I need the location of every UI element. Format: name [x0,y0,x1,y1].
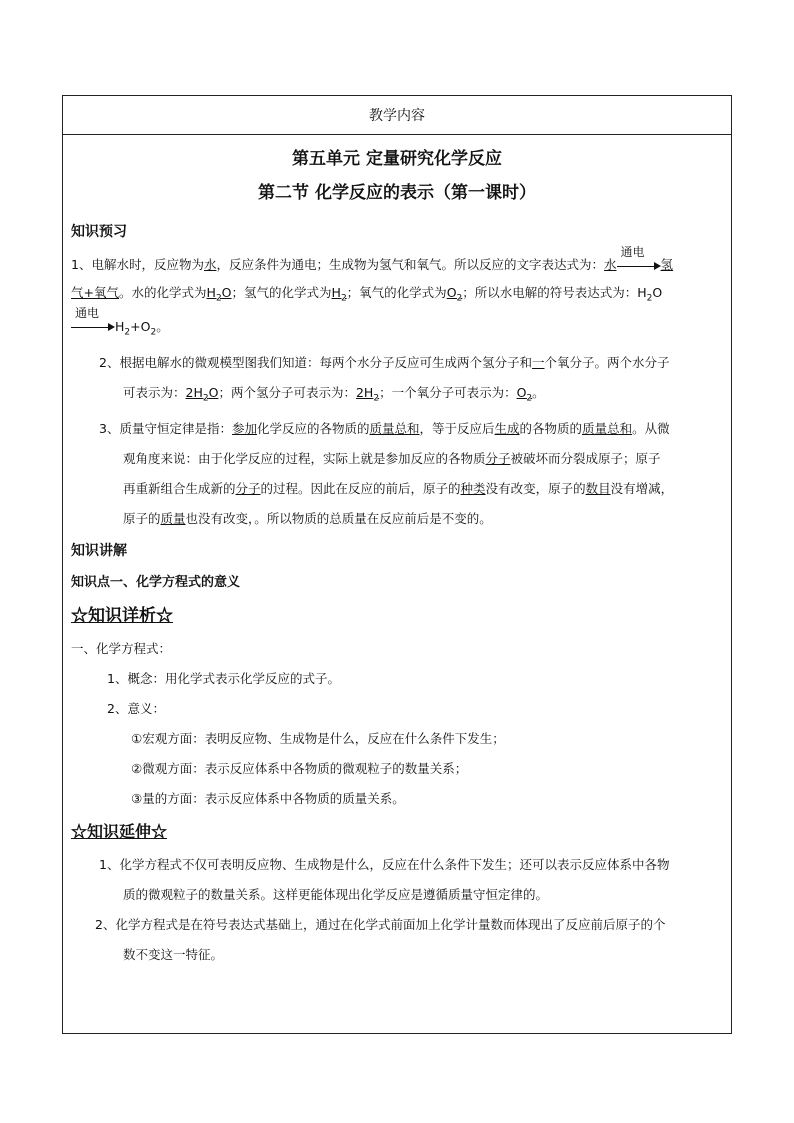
unit-title: 第五单元 定量研究化学反应 [292,149,502,169]
extension-2: 2、化学方程式是在符号表达式基础上，通过在化学式前面加上化学计量数而体现出了反应前后原子的个 数不变这一特征。 [95,916,666,962]
paragraph-3: 3、质量守恒定律是指：参加化学反应的各物质的质量总和，等于反应后生成的各物质的质量总和。从微 观角度来说：由于化学反应的过程，实际上就是参加反应的各物质分子被破坏而分裂成原子；原子 再重新组合生成新的分子的过程。因此在反应的前后，原子的种类没有改变，原子的数目没有增减， 原子的质量也没有改变，。所以物质的总质量在反应前后是不变的。 [99,420,674,526]
meaning-quantity: ③量的方面：表示反应体系中各物质的质量关系。 [131,790,405,806]
meaning-line: 2、意义： [107,700,165,716]
concept-line: 1、概念：用化学式表示化学反应的式子。 [107,670,340,686]
analysis-heading: ☆知识详析☆ [71,605,173,626]
reaction-arrow: 通电 [617,259,661,273]
meaning-micro: ②微观方面：表示反应体系中各物质的微观粒子的数量关系； [131,760,468,776]
content-table [62,95,732,1034]
preview-heading: 知识预习 [71,224,127,240]
equation-section: 一、化学方程式： [71,640,172,656]
lecture-heading: 知识讲解 [71,542,127,559]
extension-heading: ☆知识延伸☆ [71,821,168,841]
extension-1: 1、化学方程式不仅可表明反应物、生成物是什么，反应在什么条件下发生；还可以表示反应体系中各物 质的微观粒子的数量关系。这样更能体现出化学反应是遵循质量守恒定律的。 [99,856,670,902]
knowledge-point-1: 知识点一、化学方程式的意义 [71,574,241,590]
table-header [63,96,731,135]
meaning-macro: ①宏观方面：表明反应物、生成物是什么，反应在什么条件下发生； [131,730,505,746]
section-title: 第二节 化学反应的表示（第一课时） [258,183,536,203]
header-label: 教学内容 [369,108,425,124]
paragraph-2: 2、根据电解水的微观模型图我们知道：每两个水分子反应可生成两个氢分子和一个氧分子。两个水分子 可表示为：$2H_2O$；两个氢分子可表示为：$2H_2$；一个氧分子可表示为：$O_2$。 [99,355,670,404]
table-body [63,147,731,970]
paragraph-1: 1、电解水时，反应物为水，反应条件为通电；生成物为氢气和氧气。所以反应的文字表达式为：水 通电 氢 气+氧气。水的化学式为$H_2O$；氢气的化学式为$H_2$；氧气的化学式为$O_2$；所以水电解的符号表达式为：$H_2O$ 通电 $H_2+O_2$。 [71,244,674,337]
equation-arrow: 通电 [71,320,115,334]
